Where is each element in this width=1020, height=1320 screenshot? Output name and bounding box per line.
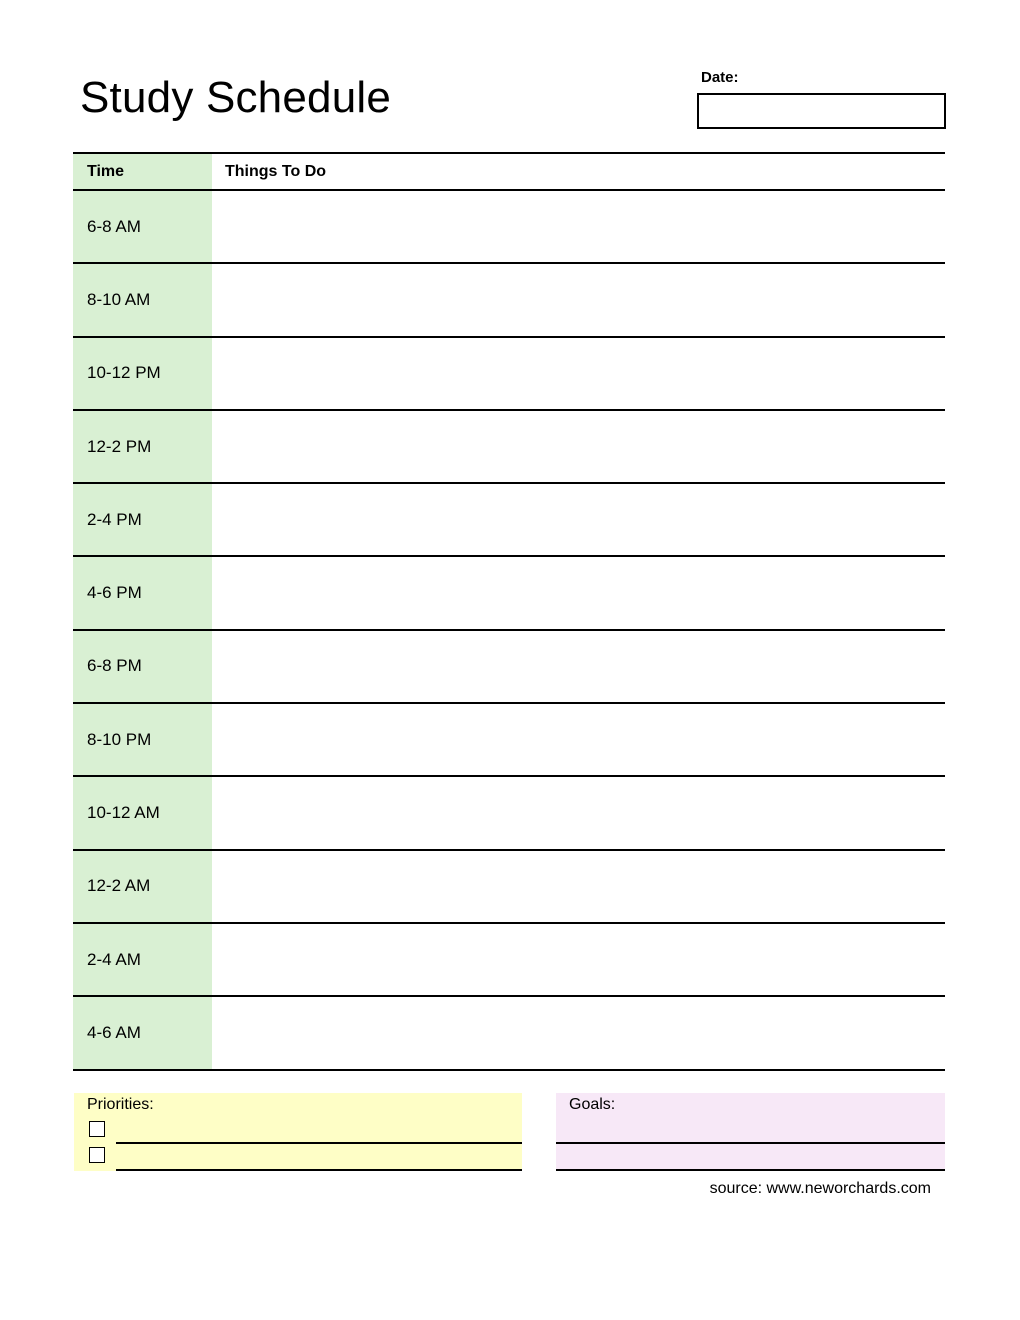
goal-line[interactable] <box>556 1169 945 1171</box>
todo-cell[interactable] <box>212 411 945 482</box>
todo-cell[interactable] <box>212 264 945 335</box>
time-column-header: Time <box>73 154 212 189</box>
todo-cell[interactable] <box>212 484 945 555</box>
table-row <box>73 777 945 850</box>
table-row <box>73 997 945 1070</box>
time-slot-label: 6-8 AM <box>73 191 212 262</box>
time-slot-label: 8-10 AM <box>73 264 212 335</box>
todo-cell[interactable] <box>212 777 945 848</box>
goals-section <box>556 1093 945 1171</box>
table-row <box>73 264 945 337</box>
date-field[interactable] <box>697 93 946 129</box>
table-header-row <box>73 154 945 191</box>
date-label: Date: <box>701 69 739 86</box>
time-slot-label: 10-12 AM <box>73 777 212 848</box>
priority-line[interactable] <box>116 1169 522 1171</box>
source-credit: source: www.neworchards.com <box>709 1180 931 1197</box>
time-slot-label: 8-10 PM <box>73 704 212 775</box>
todo-cell[interactable] <box>212 997 945 1068</box>
time-slot-label: 2-4 AM <box>73 924 212 995</box>
time-slot-label: 12-2 AM <box>73 851 212 922</box>
table-row <box>73 484 945 557</box>
todo-cell[interactable] <box>212 704 945 775</box>
priority-checkbox[interactable] <box>89 1121 105 1137</box>
todo-cell[interactable] <box>212 338 945 409</box>
schedule-table <box>73 152 945 1071</box>
todo-cell[interactable] <box>212 191 945 262</box>
time-slot-label: 2-4 PM <box>73 484 212 555</box>
priorities-section <box>74 1093 522 1171</box>
time-slot-label: 4-6 PM <box>73 557 212 628</box>
table-row <box>73 191 945 264</box>
table-row <box>73 411 945 484</box>
todo-cell[interactable] <box>212 924 945 995</box>
time-slot-label: 10-12 PM <box>73 338 212 409</box>
priority-checkbox[interactable] <box>89 1147 105 1163</box>
priorities-label: Priorities: <box>87 1096 154 1113</box>
table-row <box>73 631 945 704</box>
goal-line[interactable] <box>556 1142 945 1144</box>
page-title: Study Schedule <box>80 73 392 122</box>
todo-column-header: Things To Do <box>212 154 945 189</box>
table-row <box>73 924 945 997</box>
time-slot-label: 4-6 AM <box>73 997 212 1068</box>
table-row <box>73 704 945 777</box>
goals-label: Goals: <box>569 1096 616 1113</box>
time-slot-label: 12-2 PM <box>73 411 212 482</box>
table-row <box>73 338 945 411</box>
todo-cell[interactable] <box>212 631 945 702</box>
time-slot-label: 6-8 PM <box>73 631 212 702</box>
table-row <box>73 557 945 630</box>
priority-line[interactable] <box>116 1142 522 1144</box>
todo-cell[interactable] <box>212 851 945 922</box>
todo-cell[interactable] <box>212 557 945 628</box>
table-row <box>73 851 945 924</box>
